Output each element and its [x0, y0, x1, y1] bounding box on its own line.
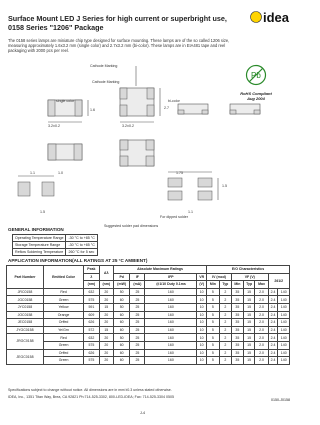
table-row — [7, 334, 290, 342]
vfmin-cell: 35 — [231, 326, 243, 334]
vfmin-cell: 35 — [231, 341, 243, 349]
title-line-2: 0158 Series "1206" Package — [8, 23, 104, 32]
dl-cell: 20 — [99, 357, 113, 365]
color-cell: Red — [43, 288, 83, 296]
vftyp-cell: 15 — [243, 319, 255, 327]
ivtyp-cell: 2 — [219, 341, 231, 349]
ifp-cell: 160 — [145, 334, 197, 342]
if-cell: 25 — [130, 326, 145, 334]
ang-cell: 140 — [278, 311, 290, 319]
ivtyp-cell: 2 — [219, 288, 231, 296]
dim-e: 1.1 — [30, 171, 35, 175]
svg-text:idea: idea — [263, 10, 290, 25]
if-cell: 25 — [130, 357, 145, 365]
vfmax-cell: 2.0 — [255, 311, 268, 319]
general-info-table — [12, 234, 98, 256]
dim-c: 1.6 — [90, 108, 95, 112]
single-color-diagram — [48, 100, 88, 122]
vfmin-cell: 35 — [231, 303, 243, 311]
dl-cell: 15 — [99, 303, 113, 311]
vfmax-cell: 2.0 — [255, 334, 268, 342]
iv-min: Min — [207, 281, 219, 289]
dim-a: 3.2±0.2 — [48, 124, 60, 128]
vfmax-cell: 2.0 — [255, 303, 268, 311]
vftyp-cell: 15 — [243, 341, 255, 349]
table-row — [7, 303, 290, 311]
table-row — [13, 242, 98, 249]
vr-cell: 10 — [197, 357, 207, 365]
col-dl: Δλ — [99, 266, 113, 281]
unit-ifp: @1/10 Duty 0.1ms — [145, 281, 197, 289]
table-row — [7, 349, 290, 357]
col-if: IF — [130, 273, 145, 281]
unit-if: (mA) — [130, 281, 145, 289]
label-cell: Reflow Soldering Temperature — [13, 249, 66, 256]
color-cell: Red — [43, 334, 83, 342]
for-dipped-label: For dipped solder — [160, 215, 188, 219]
color-cell: Orange — [43, 311, 83, 319]
col-vr: VR — [197, 273, 207, 281]
vr-cell: 10 — [197, 341, 207, 349]
ivtyp-cell: 2 — [219, 357, 231, 365]
dl-cell: 20 — [99, 288, 113, 296]
half-cell: 2.4 — [268, 341, 278, 349]
vftyp-cell: 15 — [243, 357, 255, 365]
vr-cell: 10 — [197, 334, 207, 342]
peak-cell: 575 — [84, 296, 99, 304]
ivtyp-cell: 2 — [219, 296, 231, 304]
color-cell: Ye/Grn — [43, 326, 83, 334]
half-cell: 2.4 — [268, 334, 278, 342]
value-cell: -30 °C to +85 °C — [66, 242, 97, 249]
half-cell: 2.4 — [268, 357, 278, 365]
part-cell: JOC0158 — [7, 311, 44, 319]
bottom-view-diagrams — [48, 140, 154, 166]
table-row — [7, 311, 290, 319]
idea-logo — [250, 6, 294, 28]
vr-cell: 10 — [197, 319, 207, 327]
ivmin-cell: 5 — [207, 288, 219, 296]
col-vf: VF (V) — [231, 273, 268, 281]
part-cell: JYC0158 — [7, 303, 44, 311]
suggested-pads-label: Suggested solder pad dimensions — [104, 224, 159, 228]
ang-cell: 140 — [278, 303, 290, 311]
title-line-1: Surface Mount LED J Series for high current or superbright use, — [8, 14, 227, 23]
ivtyp-cell: 2 — [219, 311, 231, 319]
if-cell: 25 — [130, 349, 145, 357]
vr-cell: 10 — [197, 326, 207, 334]
half-cell: 2.4 — [268, 288, 278, 296]
ifp-cell: 160 — [145, 341, 197, 349]
vr-cell: 10 — [197, 288, 207, 296]
ivmin-cell: 5 — [207, 311, 219, 319]
peak-cell: 609 — [84, 311, 99, 319]
vfmax-cell: 2.0 — [255, 319, 268, 327]
pd-cell: 50 — [114, 303, 130, 311]
half-cell: 2.4 — [268, 296, 278, 304]
col-peak: Peak — [84, 266, 99, 274]
part-cell: JYGC0158 — [7, 326, 44, 334]
pd-cell: 60 — [114, 326, 130, 334]
vr-cell: 10 — [197, 303, 207, 311]
ang-cell: 140 — [278, 334, 290, 342]
ang-cell: 140 — [278, 357, 290, 365]
col-iv: IV (mcd) — [207, 273, 232, 281]
color-cell: Yellow — [43, 303, 83, 311]
application-info-heading: APPLICATION INFORMATION(ALL RATINGS AT 25 °C AMBIENT) — [8, 258, 148, 263]
dl-cell: 20 — [99, 334, 113, 342]
peak-cell: 626 — [84, 349, 99, 357]
dim-h: 1.75 — [176, 171, 183, 175]
ivmin-cell: 5 — [207, 341, 219, 349]
cathode-marking-label-2: Cathode Marking — [92, 80, 120, 84]
ivtyp-cell: 2 — [219, 303, 231, 311]
ifp-cell: 160 — [145, 319, 197, 327]
vfmax-cell: 2.0 — [255, 288, 268, 296]
ang-cell: 140 — [278, 349, 290, 357]
col-part: Part Number — [7, 266, 44, 289]
value-cell: -30 °C to +85 °C — [66, 235, 97, 242]
ivmin-cell: 5 — [207, 296, 219, 304]
half-cell: 2.4 — [268, 303, 278, 311]
rohs-badge — [232, 64, 280, 101]
unit-pd: (mW) — [114, 281, 130, 289]
dim-g: 1.5 — [40, 210, 45, 214]
col-emitted: Emitted Color — [43, 266, 83, 289]
half-cell: 2.4 — [268, 319, 278, 327]
vfmax-cell: 2.0 — [255, 357, 268, 365]
color-cell: Orffed — [43, 349, 83, 357]
vftyp-cell: 15 — [243, 349, 255, 357]
footer-disclaimer: Specifications subject to change without notice. All dimensions are in mm/±0.3 unless stated otherwise. — [8, 388, 172, 392]
single-color-label: single color — [56, 99, 75, 103]
vr-cell: 10 — [197, 349, 207, 357]
pd-cell: 60 — [114, 341, 130, 349]
general-info-heading: GENERAL INFORMATION — [8, 227, 64, 232]
dl-cell: 20 — [99, 319, 113, 327]
peak-cell: 632 — [84, 334, 99, 342]
col-ifp: IFP — [145, 273, 197, 281]
ifp-cell: 160 — [145, 357, 197, 365]
vfmin-cell: 35 — [231, 349, 243, 357]
dl-cell: 20 — [99, 296, 113, 304]
svg-text:Pb: Pb — [251, 71, 261, 80]
ivmin-cell: 5 — [207, 334, 219, 342]
part-cell: JEC0158 — [7, 319, 44, 327]
color-cell: Green — [43, 296, 83, 304]
col-pd: Pd — [114, 273, 130, 281]
rohs-line-2: Aug 2004 — [247, 96, 265, 101]
document-id: 0150-J0158 — [271, 398, 290, 402]
if-cell: 25 — [130, 288, 145, 296]
vr-cell: 10 — [197, 311, 207, 319]
ifp-cell: 160 — [145, 296, 197, 304]
dim-d: 2.7 — [164, 106, 169, 110]
dim-i: 1.5 — [222, 184, 227, 188]
dl-cell: 20 — [99, 349, 113, 357]
peak-cell: 572 — [84, 326, 99, 334]
application-table — [6, 265, 290, 365]
vftyp-cell: 15 — [243, 311, 255, 319]
half-cell: 2.4 — [268, 311, 278, 319]
solder-pad-diagrams — [18, 172, 218, 200]
table-row — [13, 249, 98, 256]
table-row — [7, 326, 290, 334]
if-cell: 25 — [130, 296, 145, 304]
color-cell: Green — [43, 357, 83, 365]
ifp-cell: 160 — [145, 326, 197, 334]
ifp-cell: 160 — [145, 288, 197, 296]
color-cell: Orffed — [43, 319, 83, 327]
intro-paragraph: The 0158 series lamps are miniature chip type designed for surface mounting. These lamps are of the so called 1206 size, measuring approximately 1.6x3.2 mm (single color) and 2.7x3.2 mm (bi-color). These lamps are in EIA481 tape and reel packaging with 2000 pcs per reel. — [8, 38, 230, 54]
ifp-cell: 160 — [145, 303, 197, 311]
table-row — [7, 357, 290, 365]
part-cell: JEGC0158 — [7, 349, 44, 364]
ang-cell: 140 — [278, 296, 290, 304]
label-cell: Storage Temperature Range — [13, 242, 66, 249]
if-cell: 25 — [130, 319, 145, 327]
vf-max: Max — [255, 281, 268, 289]
value-cell: 260 °C for 5 sec — [66, 249, 97, 256]
pd-cell: 50 — [114, 334, 130, 342]
ifp-cell: 160 — [145, 349, 197, 357]
vr-cell: 10 — [197, 296, 207, 304]
vfmax-cell: 2.0 — [255, 326, 268, 334]
bi-color-label: bi-color — [168, 99, 180, 103]
dim-b: 3.2±0.2 — [122, 124, 134, 128]
footer-address: IDEA, Inc., 1351 Titan Way, Brea, CA 92821 Ph:714-525-3302, 800-LED-IDEA; Fax: 714-525-3304 0505 — [8, 395, 175, 399]
vftyp-cell: 15 — [243, 288, 255, 296]
part-cell: JRGC0158 — [7, 334, 44, 349]
col-lambda: λ — [84, 273, 99, 281]
pd-cell: 60 — [114, 296, 130, 304]
iv-typ: Typ — [219, 281, 231, 289]
unit-dl: (nm) — [99, 281, 113, 289]
pd-cell: 50 — [114, 288, 130, 296]
unit-vr: (V) — [197, 281, 207, 289]
page-title — [8, 14, 227, 32]
vfmin-cell: 35 — [231, 357, 243, 365]
bi-color-diagram — [120, 66, 160, 122]
if-cell: 25 — [130, 303, 145, 311]
ang-cell: 140 — [278, 341, 290, 349]
if-cell: 25 — [130, 341, 145, 349]
dl-cell: 20 — [99, 311, 113, 319]
table-row — [7, 288, 290, 296]
vfmax-cell: 2.0 — [255, 296, 268, 304]
ivmin-cell: 5 — [207, 349, 219, 357]
vfmin-cell: 35 — [231, 319, 243, 327]
col-eo: E/O Characteristics — [207, 266, 290, 274]
label-cell: Operating Temperature Range — [13, 235, 66, 242]
ivtyp-cell: 2 — [219, 334, 231, 342]
side-view-diagrams — [178, 104, 260, 114]
dl-cell: 20 — [99, 341, 113, 349]
vftyp-cell: 15 — [243, 326, 255, 334]
vftyp-cell: 15 — [243, 296, 255, 304]
ang-cell: 140 — [278, 288, 290, 296]
vfmin-cell: 35 — [231, 311, 243, 319]
ivtyp-cell: 2 — [219, 326, 231, 334]
table-row — [13, 235, 98, 242]
pd-cell: 60 — [114, 311, 130, 319]
peak-cell: 626 — [84, 319, 99, 327]
vf-typ: Typ — [243, 281, 255, 289]
ivmin-cell: 5 — [207, 357, 219, 365]
vfmin-cell: 35 — [231, 288, 243, 296]
part-cell: JRC0158 — [7, 288, 44, 296]
page-number: J-4 — [140, 411, 145, 415]
ang-cell: 140 — [278, 319, 290, 327]
pd-cell: 60 — [114, 357, 130, 365]
ivtyp-cell: 2 — [219, 319, 231, 327]
dim-f: 1.0 — [58, 171, 63, 175]
ang-cell: 140 — [278, 326, 290, 334]
ivmin-cell: 5 — [207, 326, 219, 334]
color-cell: Green — [43, 341, 83, 349]
vfmin-cell: 35 — [231, 296, 243, 304]
vftyp-cell: 15 — [243, 303, 255, 311]
table-row — [7, 319, 290, 327]
table-row — [7, 296, 290, 304]
part-cell: JGC0158 — [7, 296, 44, 304]
vf-min: Min — [231, 281, 243, 289]
pb-free-icon — [245, 64, 267, 86]
pd-cell: 60 — [114, 319, 130, 327]
pd-cell: 60 — [114, 349, 130, 357]
unit-lambda: (nm) — [84, 281, 99, 289]
peak-cell: 575 — [84, 341, 99, 349]
peak-cell: 632 — [84, 288, 99, 296]
ivmin-cell: 5 — [207, 303, 219, 311]
rohs-line-1: RoHS Compliant — [240, 91, 272, 96]
dim-j: 1.1 — [188, 210, 193, 214]
vftyp-cell: 15 — [243, 334, 255, 342]
ivtyp-cell: 2 — [219, 349, 231, 357]
cathode-marking-label-1: Cathode Marking — [90, 64, 118, 68]
col-half: 2θ1/2 — [268, 273, 289, 288]
dl-cell: 15 — [99, 326, 113, 334]
peak-cell: 591 — [84, 303, 99, 311]
if-cell: 25 — [130, 311, 145, 319]
vfmin-cell: 35 — [231, 334, 243, 342]
table-row — [7, 341, 290, 349]
ifp-cell: 160 — [145, 311, 197, 319]
peak-cell: 575 — [84, 357, 99, 365]
vfmax-cell: 2.0 — [255, 341, 268, 349]
ivmin-cell: 5 — [207, 319, 219, 327]
col-abs-max: Absolute Maximum Ratings — [114, 266, 207, 274]
half-cell: 2.4 — [268, 326, 278, 334]
half-cell: 2.4 — [268, 349, 278, 357]
if-cell: 25 — [130, 334, 145, 342]
vfmax-cell: 2.0 — [255, 349, 268, 357]
